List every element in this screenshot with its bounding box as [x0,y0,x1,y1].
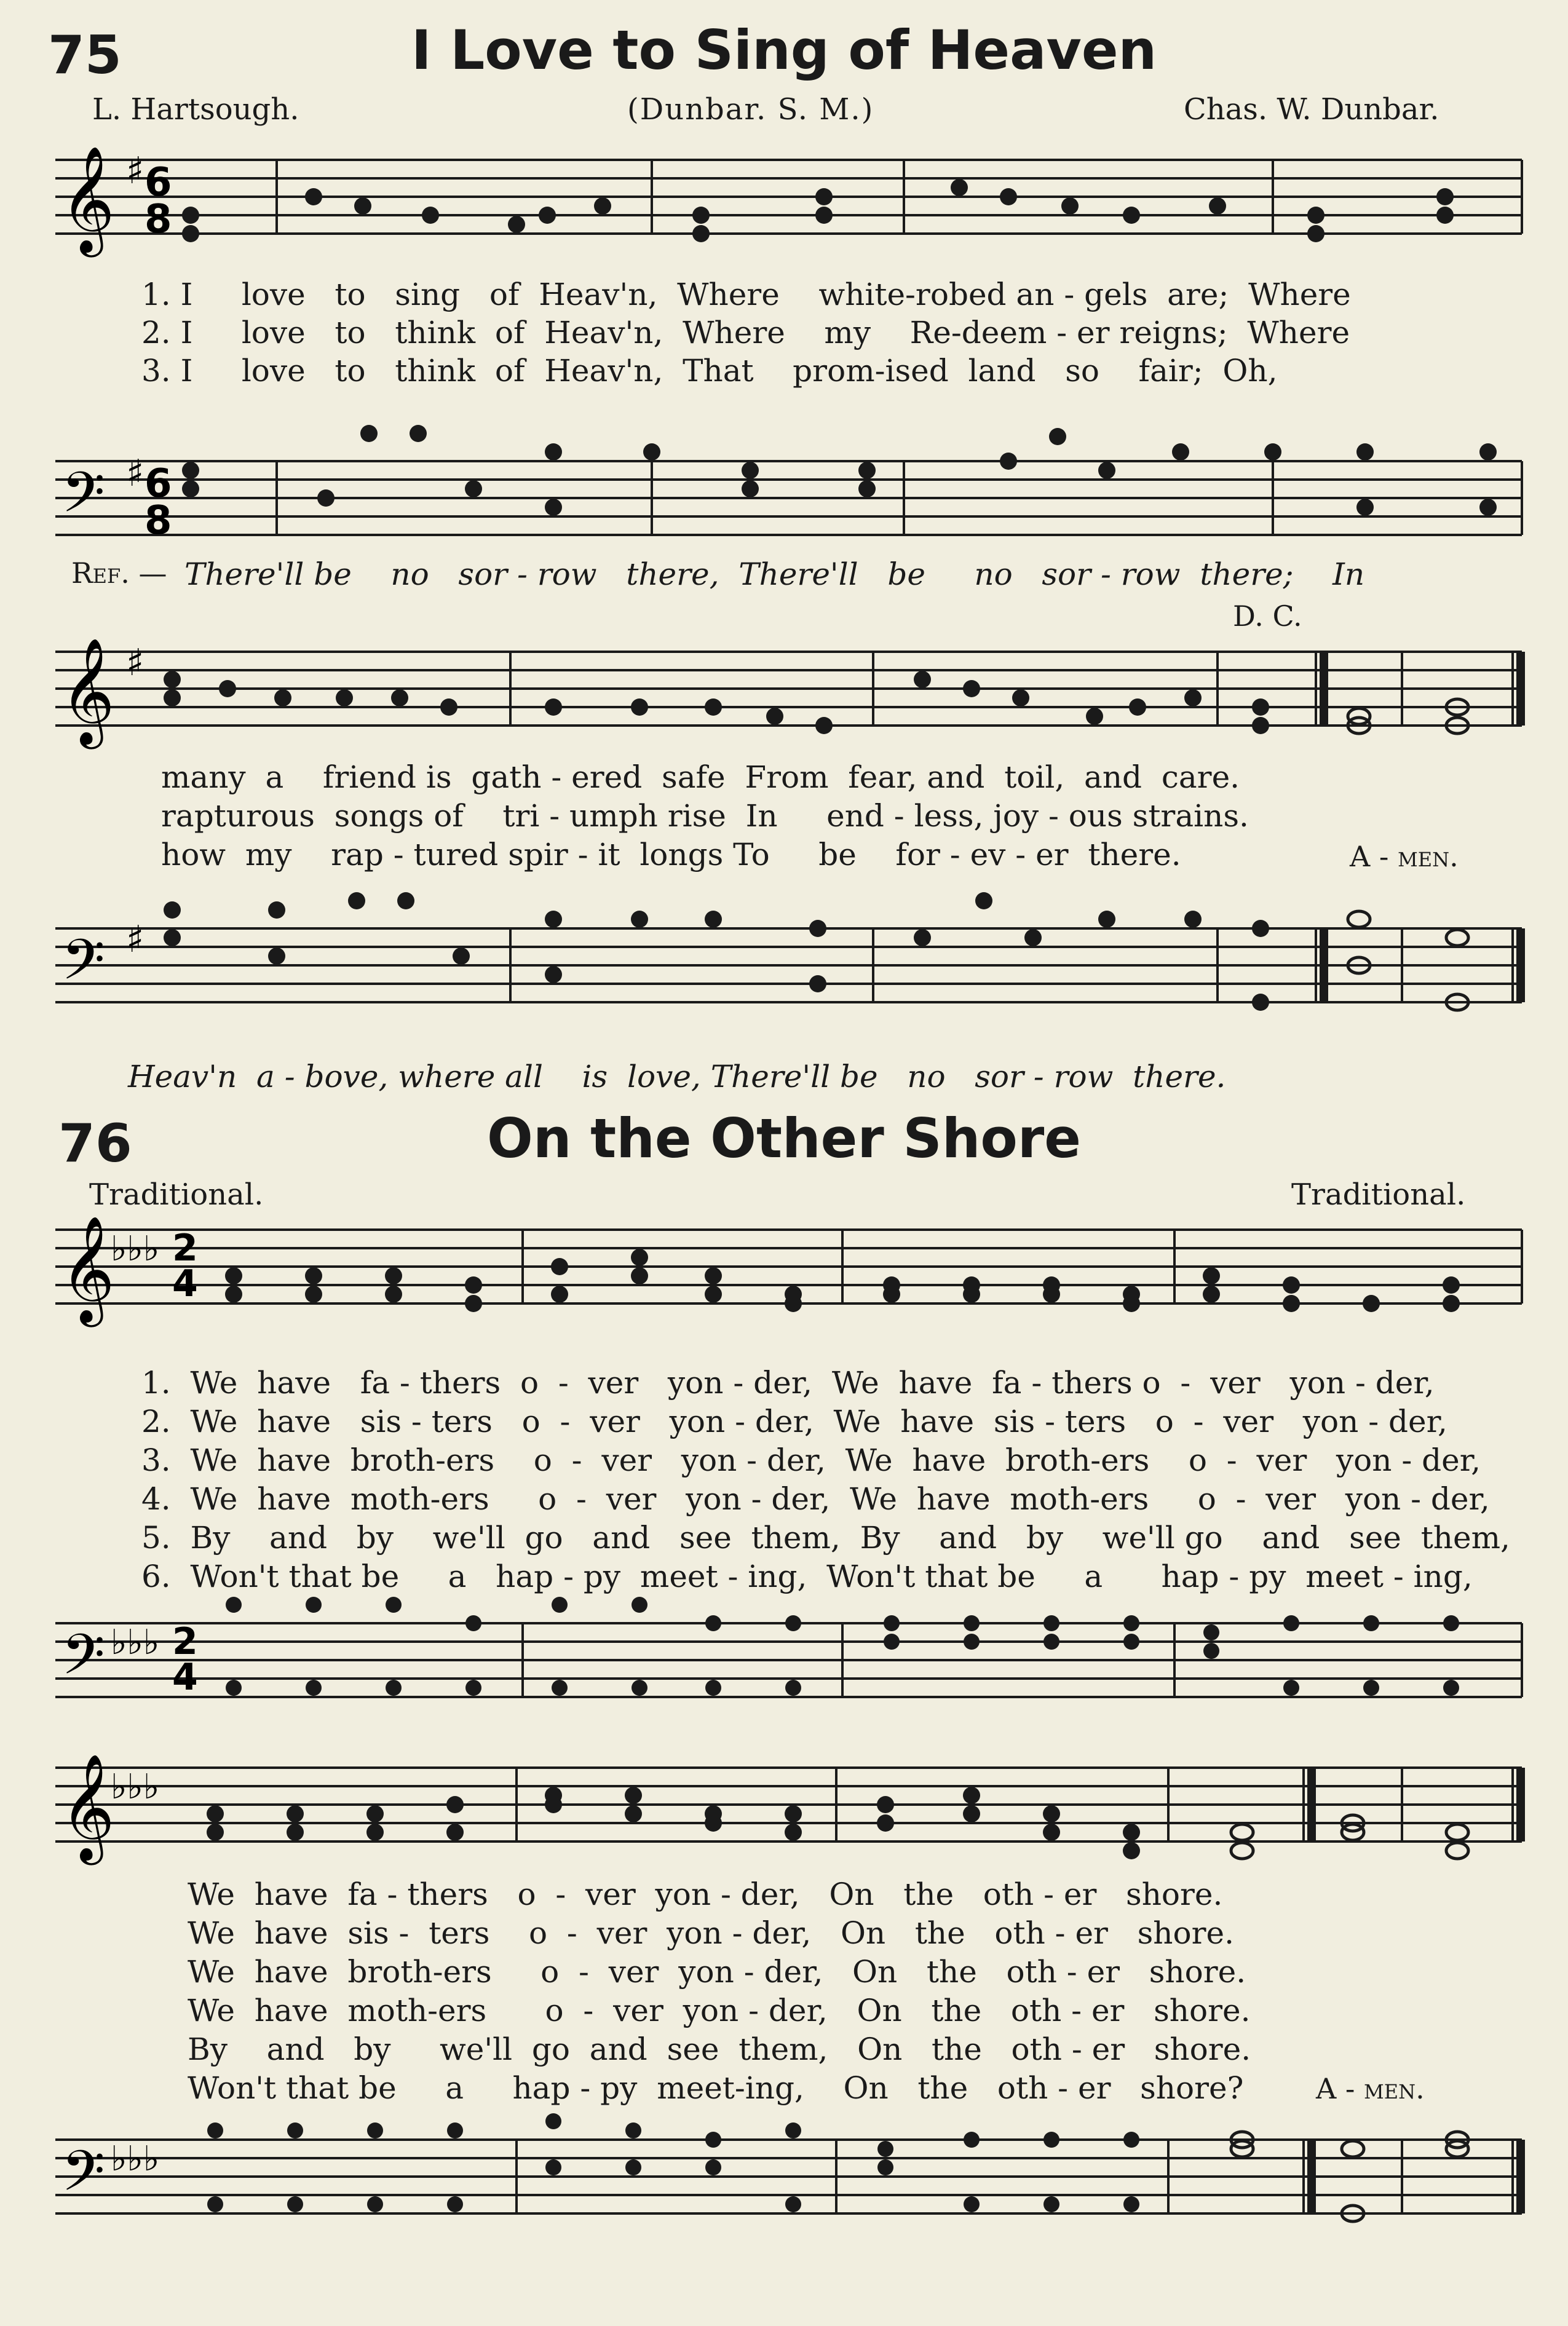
music-staff-bass-3 [49,1599,1525,1740]
verse-6-line-1: 6. Won't that be a hap - py meet - ing, Won't that be a hap - py meet - ing, [141,1559,1473,1594]
music-staff-bass [49,424,1525,547]
music-staff-treble [49,148,1525,258]
svg-text:𝄞: 𝄞 [60,1754,115,1861]
music-credit: Chas. W. Dunbar. [1184,92,1439,127]
verse-4-line-1: 4. We have moth-ers o - ver yon - der, We have moth-ers o - ver yon - der, [141,1481,1490,1517]
music-staff-treble-4 [49,1752,1525,1869]
music-credit: Traditional. [1291,1177,1466,1212]
verse-2-line-2: We have sis - ters o - ver yon - der, On the oth - er shore. [188,1915,1234,1951]
verse-2-line-1: 2. We have sis - ters o - ver yon - der, We have sis - ters o - ver yon - der, [141,1404,1447,1439]
svg-text:8: 8 [145,197,172,242]
verse-3-line-1: 3. I love to think of Heav'n, That prom-ised land so fair; Oh, [141,353,1278,389]
verse-4-line-2: We have moth-ers o - ver yon - der, On the oth - er shore. [188,1993,1251,2028]
refrain-label: Ref. — [71,556,167,590]
verse-5-line-2: By and by we'll go and see them, On the oth - er shore. [188,2031,1251,2067]
svg-text:𝄢: 𝄢 [61,1622,105,1701]
verse-2-line-1: 2. I love to think of Heav'n, Where my Re-deem - er reigns; Where [141,315,1350,350]
verse-1-line-1: 1. We have fa - thers o - ver yon - der, We have fa - thers o - ver yon - der, [141,1365,1435,1401]
verse-1-line-2: We have fa - thers o - ver yon - der, On the oth - er shore. [188,1877,1223,1912]
verse-2-line-2: rapturous songs of tri - umph rise In end - less, joy - ous strains. [161,798,1249,834]
svg-text:𝄢: 𝄢 [61,460,105,539]
da-capo-mark: D. C. [1233,599,1302,633]
svg-text:6: 6 [145,160,172,205]
tune-name: (Dunbar. S. M.) [627,92,874,127]
music-staff-treble-2 [49,633,1525,756]
svg-text:♭♭♭: ♭♭♭ [111,1767,160,1807]
amen: A - men. [1350,840,1459,873]
svg-text:♭♭♭: ♭♭♭ [111,1623,160,1663]
svg-text:𝄢: 𝄢 [61,927,105,1006]
svg-text:𝄞: 𝄞 [60,1216,115,1323]
verse-1-line-2: many a friend is gath - ered safe From fear, and toil, and care. [161,759,1240,795]
svg-text:𝄞: 𝄞 [60,146,115,253]
music-staff-bass-4 [49,2115,1525,2263]
words-credit: L. Hartsough. [92,92,299,127]
svg-text:♯: ♯ [126,149,145,192]
svg-text:♯: ♯ [126,641,145,684]
verse-5-line-1: 5. By and by we'll go and see them, By and by we'll go and see them, [141,1520,1510,1556]
svg-text:𝄞: 𝄞 [60,638,115,745]
verse-1-line-1: 1. I love to sing of Heav'n, Where white-robed an - gels are; Where [141,277,1351,312]
refrain-line-2: Heav'n a - bove, where all is love, There'll be no sor - row there. [128,1059,1226,1094]
svg-text:♯: ♯ [126,918,145,961]
hymn-number: 76 [58,1113,132,1174]
amen: A - men. [1316,2072,1425,2105]
verse-3-line-2: how my rap - tured spir - it longs To be for - ev - er there. [161,837,1181,872]
hymn-title: I Love to Sing of Heaven [411,18,1157,82]
hymn-title: On the Other Shore [487,1107,1081,1170]
verse-6-line-2: Won't that be a hap - py meet-ing, On the oth - er shore? [188,2070,1244,2106]
verse-3-line-2: We have broth-ers o - ver yon - der, On the oth - er shore. [188,1954,1246,1990]
music-staff-bass-2 [49,898,1525,1033]
svg-text:4: 4 [172,1262,198,1305]
verse-3-line-1: 3. We have broth-ers o - ver yon - der, We have broth-ers o - ver yon - der, [141,1442,1481,1478]
svg-text:♯: ♯ [126,452,145,495]
refrain-line-1: There'll be no sor - row there, There'll be no sor - row there; In [184,556,1365,592]
svg-text:8: 8 [145,498,172,544]
hymn-number: 75 [48,25,122,86]
svg-text:2: 2 [172,1227,198,1270]
svg-text:♭♭♭: ♭♭♭ [111,1229,160,1269]
music-staff-treble-3 [49,1216,1525,1340]
svg-text:2: 2 [172,1620,198,1663]
svg-text:♭♭♭: ♭♭♭ [111,2139,160,2179]
svg-text:6: 6 [145,461,172,507]
svg-text:4: 4 [172,1656,198,1699]
svg-text:𝄢: 𝄢 [61,2138,105,2217]
words-credit: Traditional. [89,1177,264,1212]
